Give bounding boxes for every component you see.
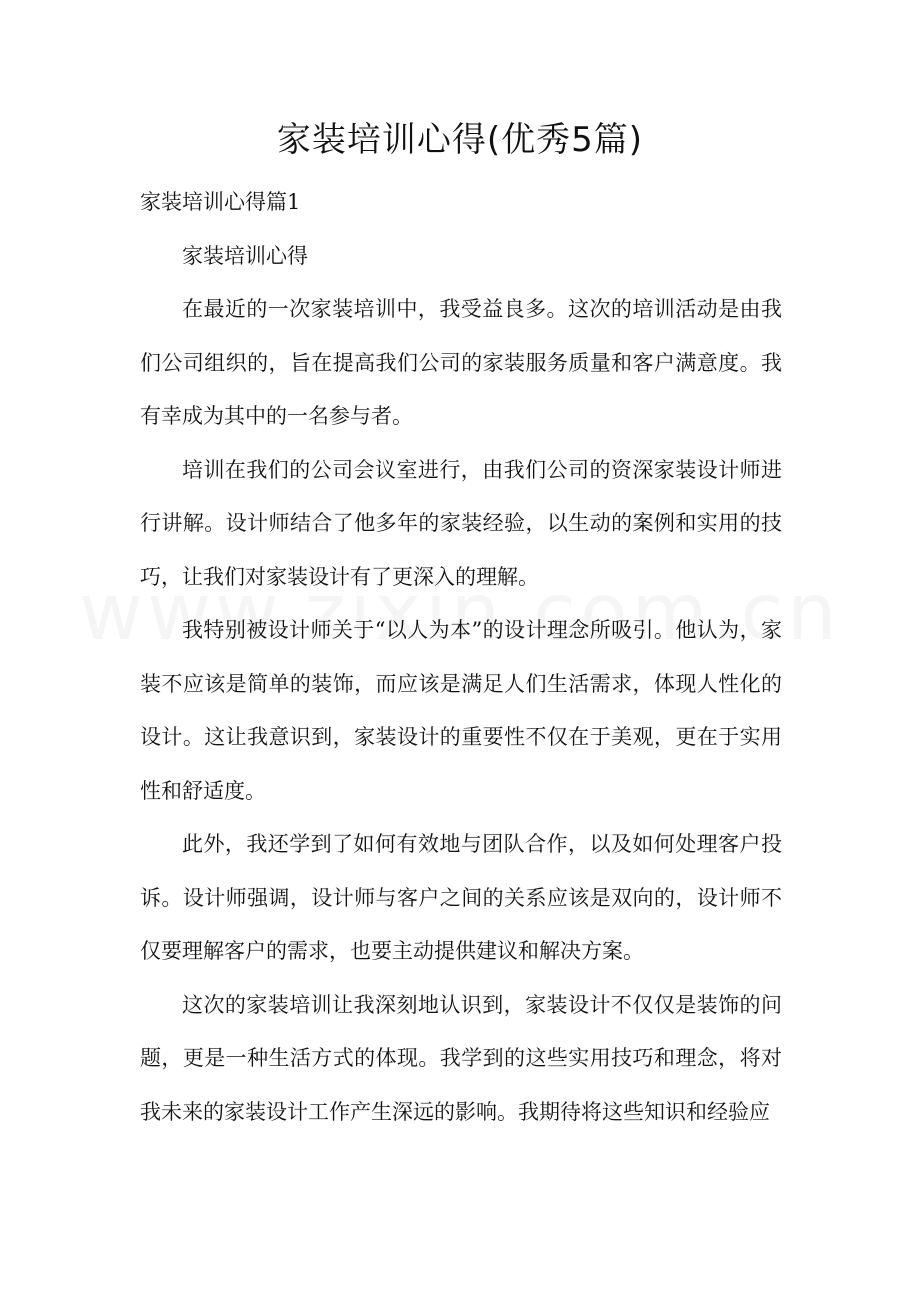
paragraph: 此外，我还学到了如何有效地与团队合作，以及如何处理客户投诉。设计师强调，设计师与客户之间的关系应该是双向的，设计师不仅要理解客户的需求，也要主动提供建议和解决方案。 [140, 832, 782, 963]
document-body [140, 176, 782, 1139]
document-title: 家装培训心得(优秀5篇) [276, 120, 644, 160]
paragraph: 我特别被设计师关于“以人为本”的设计理念所吸引。他认为，家装不应该是简单的装饰，而应该是满足人们生活需求，体现人性化的设计。这让我意识到，家装设计的重要性不仅在于美观，更在于实用性和舒适度。 [140, 618, 782, 803]
section-heading: 家装培训心得篇1 [140, 190, 301, 214]
paragraph: 在最近的一次家装培训中，我受益良多。这次的培训活动是由我们公司组织的，旨在提高我们公司的家装服务质量和客户满意度。我有幸成为其中的一名参与者。 [140, 297, 782, 428]
paragraph: 这次的家装培训让我深刻地认识到，家装设计不仅仅是装饰的问题，更是一种生活方式的体现。我学到的这些实用技巧和理念，将对我未来的家装设计工作产生深远的影响。我期待将这些知识和经验应 [140, 992, 782, 1124]
article-subtitle: 家装培训心得 [182, 243, 308, 268]
paragraph: 培训在我们的公司会议室进行，由我们公司的资深家装设计师进行讲解。设计师结合了他多年的家装经验，以生动的案例和实用的技巧，让我们对家装设计有了更深入的理解。 [140, 457, 782, 589]
